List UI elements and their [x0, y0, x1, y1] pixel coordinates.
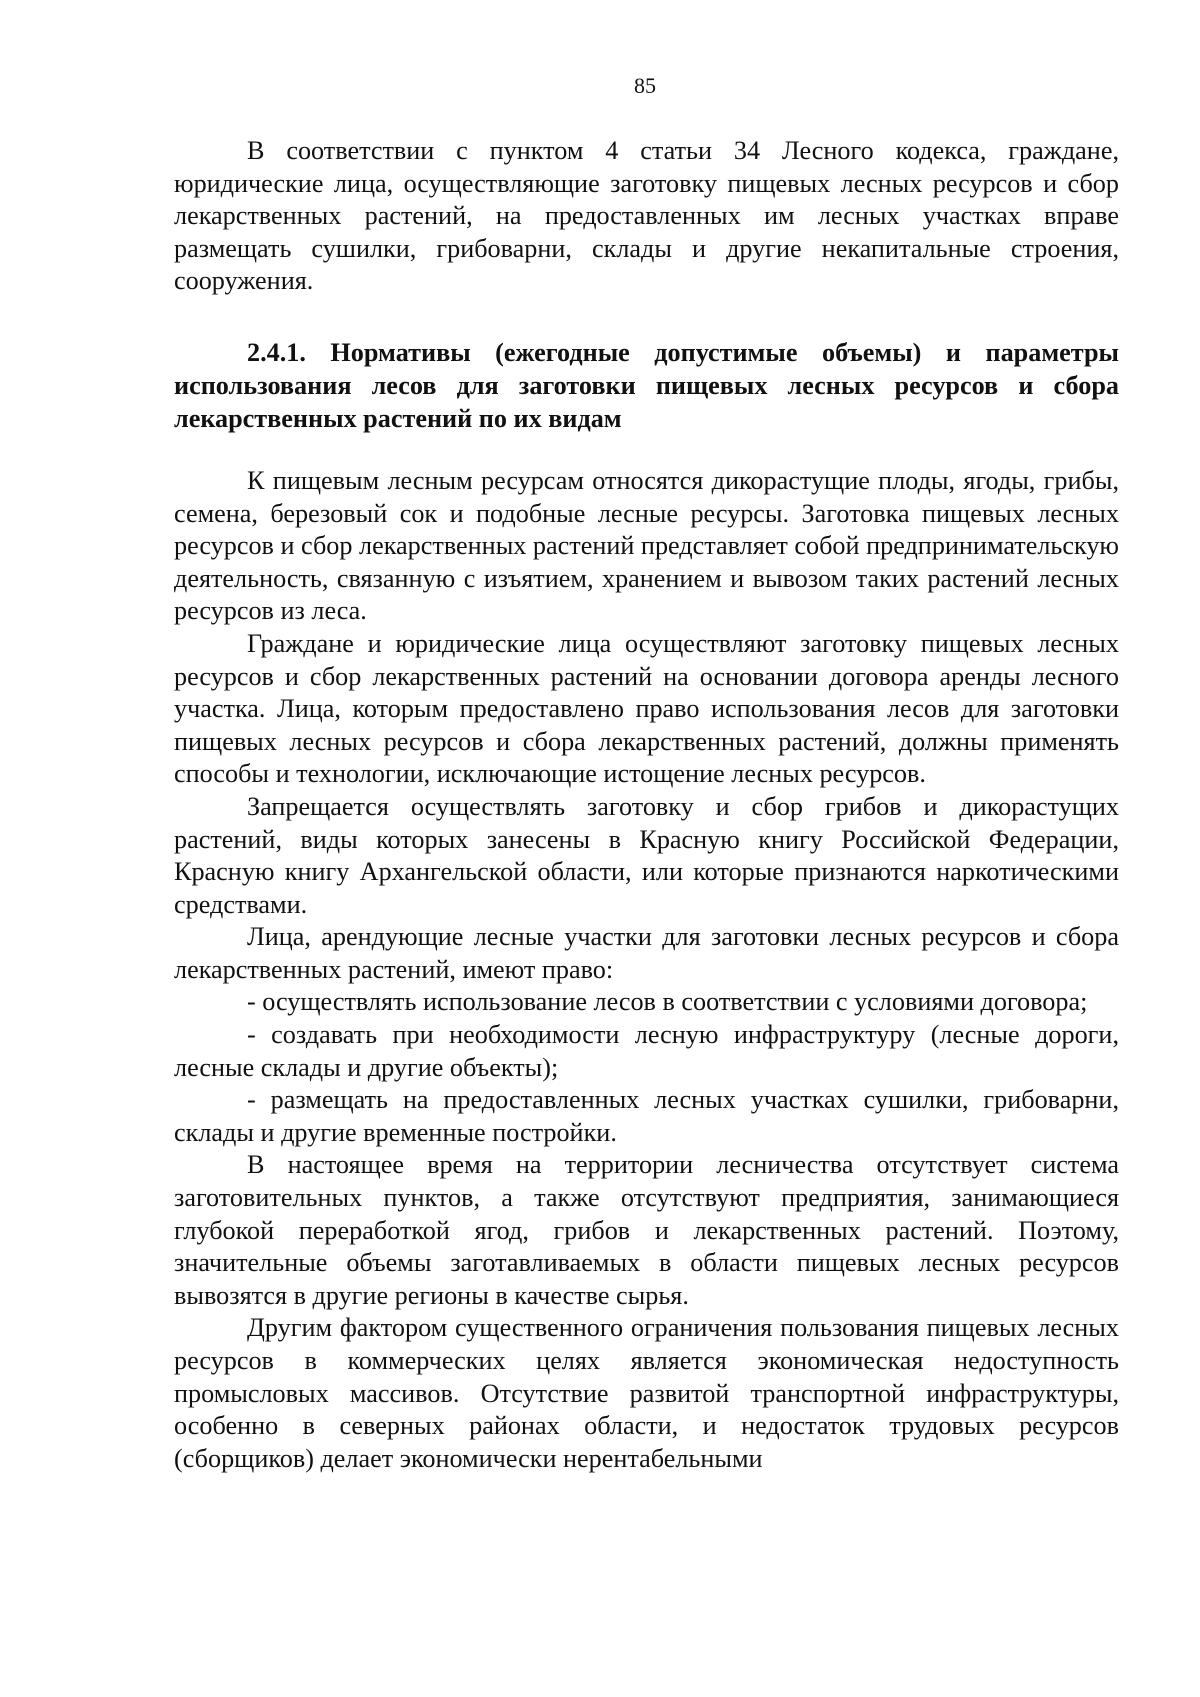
body-paragraph: Запрещается осуществлять заготовку и сбор грибов и дикорастущих растений, виды которых занесены в Красную книгу Российской Федерации, Красную книгу Архангельской области, или которые признаются наркотическими средствами. — [174, 791, 1119, 919]
rights-list-item: - осуществлять использование лесов в соответствии с условиями договора; — [247, 987, 1088, 1017]
body-paragraph: Лица, арендующие лесные участки для заготовки лесных ресурсов и сбора лекарственных растений, имеют право: — [174, 922, 1119, 984]
body-paragraph: К пищевым лесным ресурсам относятся дикорастущие плоды, ягоды, грибы, семена, березовый сок и подобные лесные ресурсы. Заготовка пищевых лесных ресурсов и сбор лекарственных растений представляет собой предпринимательскую деятельность, связанную с изъятием, хранением и вывозом таких растений лесных ресурсов из леса. — [174, 465, 1119, 626]
document-body — [174, 135, 1119, 1475]
body-paragraph: В настоящее время на территории лесничества отсутствует система заготовительных пунктов, а также отсутствуют предприятия, занимающиеся глубокой переработкой ягод, грибов и лекарственных растений. Поэтому, значительные объемы заготавливаемых в области пищевых лесных ресурсов вывозятся в другие регионы в качестве сырья. — [174, 1150, 1119, 1310]
intro-paragraph: В соответствии с пунктом 4 статьи 34 Лесного кодекса, граждане, юридические лица, осуществляющие заготовку пищевых лесных ресурсов и сбор лекарственных растений, на предоставленных им лесных участках вправе размещать сушилки, грибоварни, склады и другие некапитальные строения, сооружения. — [174, 136, 1119, 296]
page-number: 85 — [634, 73, 656, 98]
rights-list-item: - размещать на предоставленных лесных участках сушилки, грибоварни, склады и другие временные постройки. — [174, 1085, 1119, 1147]
section-heading: 2.4.1. Нормативы (ежегодные допустимые объемы) и параметры использования лесов для заготовки пищевых лесных ресурсов и сбора лекарственных растений по их видам — [174, 337, 1119, 433]
body-paragraph: Граждане и юридические лица осуществляют заготовку пищевых лесных ресурсов и сбор лекарственных растений на основании договора аренды лесного участка. Лица, которым предоставлено право использования лесов для заготовки пищевых лесных ресурсов и сбора лекарственных растений, должны применять способы и технологии, исключающие истощение лесных ресурсов. — [174, 628, 1119, 789]
body-paragraph: Другим фактором существенного ограничения пользования пищевых лесных ресурсов в коммерческих целях является экономическая недоступность промысловых массивов. Отсутствие развитой транспортной инфраструктуры, особенно в северных районах области, и недостаток трудовых ресурсов (сборщиков) делает экономически нерентабельными — [174, 1313, 1119, 1473]
rights-list-item: - создавать при необходимости лесную инфраструктуру (лесные дороги, лесные склады и другие объекты); — [174, 1020, 1119, 1082]
